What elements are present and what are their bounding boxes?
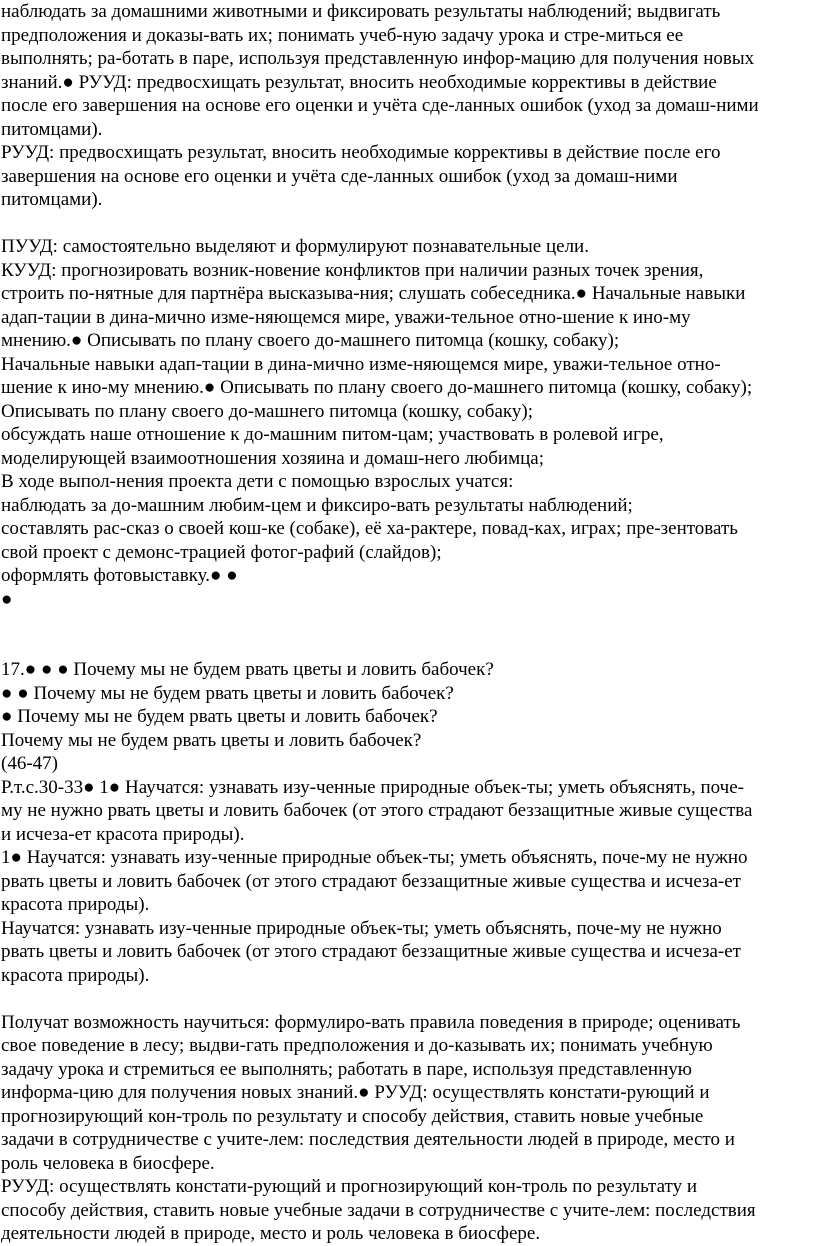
text-line: составлять рас-сказ о своей кош-ке (собаке), её ха-рактере, повад-ках, играх; пре-зентовать: [1, 518, 738, 539]
text-line: Начальные навыки адап-тации в дина-мично изме-няющемся мире, уважи-тельное отно-: [1, 353, 721, 375]
text-line: ●: [1, 588, 13, 610]
text-line: РУУД: предвосхищать результат, вносить необходимые коррективы в действие после его: [1, 142, 721, 163]
text-line: му не нужно рвать цветы и ловить бабочек (от этого страдают беззащитные живые существа: [1, 800, 753, 821]
text-line: ● Почему мы не будем рвать цветы и ловить бабочек?: [1, 706, 438, 727]
text-line: красота природы).: [1, 894, 150, 915]
text-line: роль человека в биосфере.: [1, 1152, 215, 1174]
text-line: Научатся: узнавать изу-ченные природные объек-ты; уметь объяснять, поче-му не нужно: [1, 917, 722, 939]
text-line: Описывать по плану своего до-машнего питомца (кошку, собаку);: [1, 400, 533, 422]
text-line: наблюдать за до-машним любим-цем и фиксиро-вать результаты наблюдений;: [1, 494, 633, 516]
text-line: задачу урока и стремиться ее выполнять; работать в паре, используя представленную: [1, 1058, 692, 1080]
text-line: рвать цветы и ловить бабочек (от этого страдают беззащитные живые существа и исчеза-ет: [1, 941, 741, 962]
text-line: свое поведение в лесу; выдви-гать предположения и до-казывать их; понимать учебную: [1, 1035, 713, 1056]
text-line: информа-цию для получения новых знаний.● РУУД: осуществлять констати-рующий и: [1, 1082, 710, 1103]
text-line: (46-47): [1, 753, 58, 774]
text-line: 1● Научатся: узнавать изу-ченные природные объек-ты; уметь объяснять, поче-му не нужно: [1, 847, 748, 868]
text-line: свой проект с демонс-трацией фотог-рафий (слайдов);: [1, 541, 442, 563]
text-line: способу действия, ставить новые учебные задачи в сотрудничестве с учите-лем: последствия: [1, 1199, 756, 1221]
text-line: адап-тации в дина-мично изме-няющемся мире, уважи-тельное отно-шение к ино-му: [1, 306, 691, 328]
blank-line: [1, 611, 816, 635]
text-line: знаний.● РУУД: предвосхищать результат, вносить необходимые коррективы в действие: [1, 71, 717, 93]
text-line: после его завершения на основе его оценки и учёта сде-ланных ошибок (уход за домаш-ними: [1, 95, 759, 116]
blank-line: [1, 987, 816, 1011]
text-line: предположения и доказы-вать их; понимать учеб-ную задачу урока и стре-миться ее: [1, 24, 684, 46]
text-line: КУУД: прогнозировать возник-новение конфликтов при наличии разных точек зрения,: [1, 259, 704, 281]
text-line: красота природы).: [1, 964, 150, 986]
text-line: и исчеза-ет красота природы).: [1, 823, 245, 845]
blank-line: [1, 212, 816, 236]
text-line: Почему мы не будем рвать цветы и ловить бабочек?: [1, 729, 422, 751]
text-line: выполнять; ра-ботать в паре, используя представленную инфор-мацию для получения новых: [1, 48, 755, 69]
text-line: завершения на основе его оценки и учёта сде-ланных ошибок (уход за домаш-ними: [1, 165, 678, 187]
text-line: ● ● Почему мы не будем рвать цветы и ловить бабочек?: [1, 682, 454, 704]
text-line: обсуждать наше отношение к до-машним питом-цам; участвовать в ролевой игре,: [1, 424, 664, 445]
text-line: оформлять фотовыставку.● ●: [1, 565, 238, 586]
text-line: наблюдать за домашними животными и фиксировать результаты наблюдений; выдвигать: [1, 1, 721, 22]
text-line: В ходе выпол-нения проекта дети с помощью взрослых учатся:: [1, 471, 514, 492]
text-line: ПУУД: самостоятельно выделяют и формулируют познавательные цели.: [1, 236, 589, 257]
text-line: рвать цветы и ловить бабочек (от этого страдают беззащитные живые существа и исчеза-ет: [1, 870, 741, 892]
text-line: мнению.● Описывать по плану своего до-машнего питомца (кошку, собаку);: [1, 330, 620, 351]
text-line: деятельности людей в природе, место и роль человека в биосфере.: [1, 1223, 541, 1244]
text-line: РУУД: осуществлять констати-рующий и прогнозирующий кон-троль по результату и: [1, 1176, 698, 1197]
text-line: моделирующей взаимоотношения хозяина и домаш-него любимца;: [1, 447, 544, 469]
text-line: Р.т.с.30-33● 1● Научатся: узнавать изу-ченные природные объек-ты; уметь объяснять, поче-: [1, 776, 744, 798]
text-line: питомцами).: [1, 189, 103, 210]
text-line: 17.● ● ● Почему мы не будем рвать цветы и ловить бабочек?: [1, 659, 494, 680]
text-line: прогнозирующий кон-троль по результату и способу действия, ставить новые учебные: [1, 1105, 704, 1127]
text-line: питомцами).: [1, 118, 103, 140]
text-line: Получат возможность научиться: формулиро-вать правила поведения в природе; оценивать: [1, 1011, 741, 1033]
blank-line: [1, 635, 816, 659]
text-line: задачи в сотрудничестве с учите-лем: последствия деятельности людей в природе, место и: [1, 1129, 735, 1150]
text-line: шение к ино-му мнению.● Описывать по плану своего до-машнего питомца (кошку, собаку);: [1, 377, 753, 398]
text-line: строить по-нятные для партнёра высказыва-ния; слушать собеседника.● Начальные навыки: [1, 283, 746, 304]
